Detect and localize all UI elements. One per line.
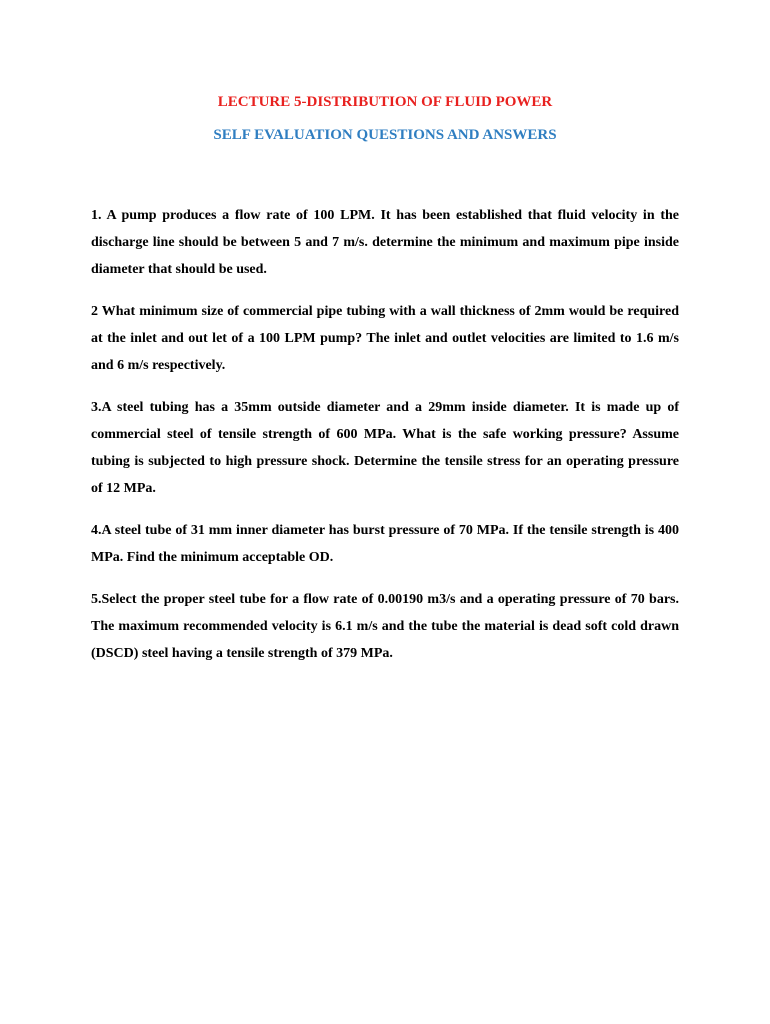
question-2: 2 What minimum size of commercial pipe tubing with a wall thickness of 2mm would be required at the inlet and out let of a 100 LPM pump? The inlet and outlet velocities are limited to 1.6 m/s and 6 m/s respectively. [91,304,679,373]
section-subtitle: SELF EVALUATION QUESTIONS AND ANSWERS [213,127,557,143]
question-1: 1. A pump produces a flow rate of 100 LPM. It has been established that fluid velocity in the discharge line should be between 5 and 7 m/s. determine the minimum and maximum pipe inside diameter that should be used. [91,208,679,277]
lecture-title: LECTURE 5-DISTRIBUTION OF FLUID POWER [217,94,553,110]
question-4: 4.A steel tube of 31 mm inner diameter has burst pressure of 70 MPa. If the tensile strength is 400 MPa. Find the minimum acceptable OD. [91,523,679,565]
question-3: 3.A steel tubing has a 35mm outside diameter and a 29mm inside diameter. It is made up of commercial steel of tensile strength of 600 MPa. What is the safe working pressure? Assume tubing is subjected to high pressure shock. Determine the tensile stress for an operating pressure of 12 MPa. [91,400,679,496]
question-list [91,202,679,682]
question-5: 5.Select the proper steel tube for a flow rate of 0.00190 m3/s and a operating pressure of 70 bars. The maximum recommended velocity is 6.1 m/s and the tube the material is dead soft cold drawn (DSCD) steel having a tensile strength of 379 MPa. [91,592,679,661]
